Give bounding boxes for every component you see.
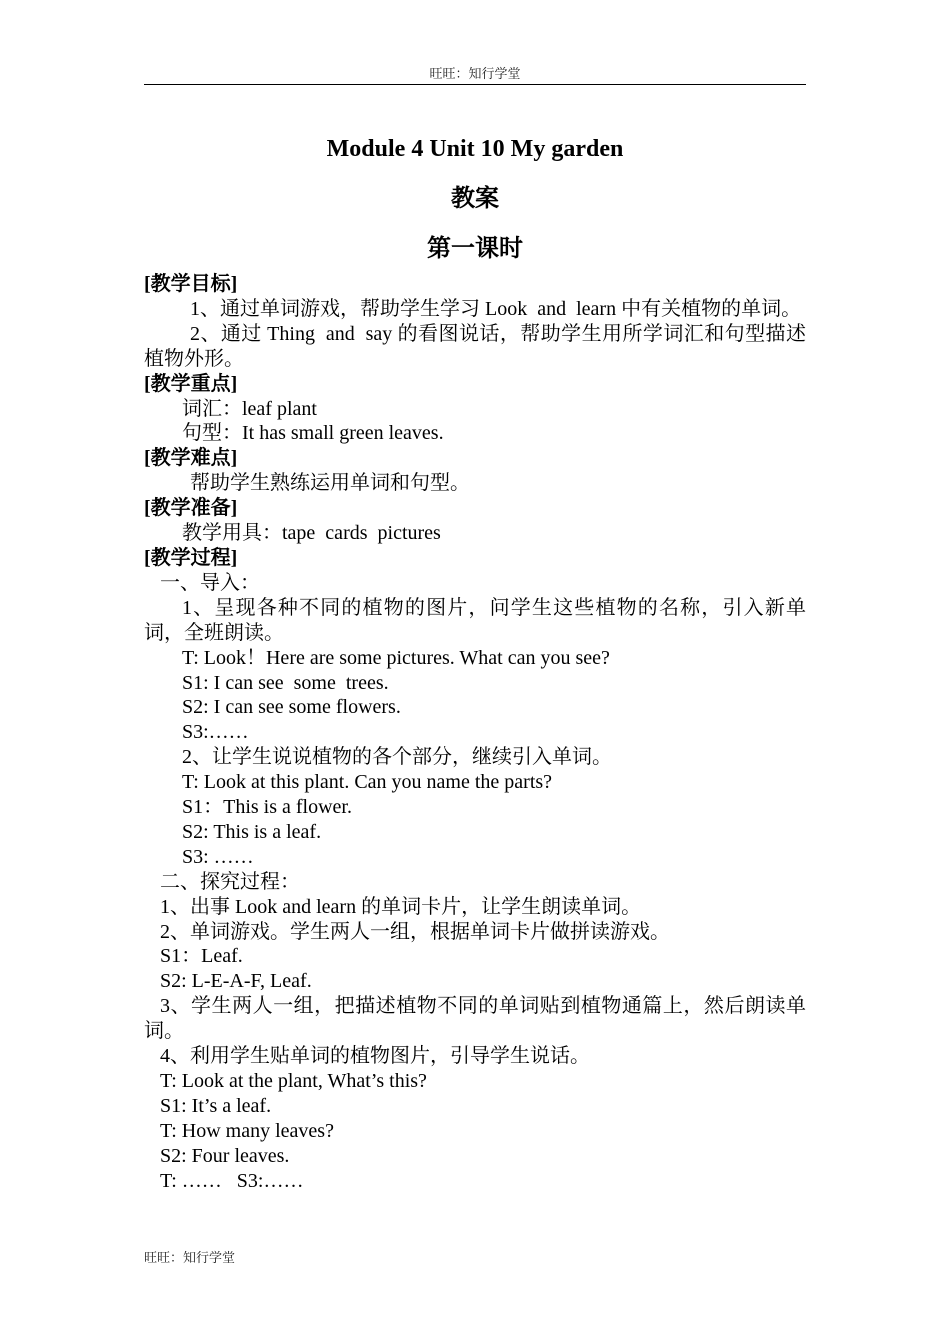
intro-paragraph-1: 1、呈现各种不同的植物的图片，问学生这些植物的名称，引入新单词，全班朗读。: [144, 596, 806, 644]
dialogue-line: T: How many leaves?: [160, 1119, 334, 1142]
dialogue-line: S1：This is a flower.: [182, 796, 352, 819]
dialogue-line: T: Look！Here are some pictures. What can you see?: [182, 646, 610, 669]
dialogue-line: S3: ……: [182, 845, 254, 868]
explore-step-3: 3、学生两人一组，把描述植物不同的单词贴到植物通篇上，然后朗读单词。: [144, 995, 806, 1043]
dialogue-line: S1: It’s a leaf.: [160, 1094, 272, 1117]
preparation-heading: [教学准备]: [144, 497, 238, 520]
dialogue-line: S1: I can see some trees.: [182, 671, 389, 694]
page-header: [144, 64, 806, 85]
dialogue-line: S2: Four leaves.: [160, 1144, 290, 1167]
explore-heading: 二、探究过程：: [160, 870, 300, 893]
key-points-pattern: 句型：It has small green leaves.: [182, 422, 444, 445]
dialogue-line: T: Look at this plant. Can you name the parts?: [182, 771, 553, 794]
dialogue-line: S2: L-E-A-F, Leaf.: [160, 970, 312, 993]
objective-1: 1、通过单词游戏，帮助学生学习 Look and learn 中有关植物的单词。: [190, 297, 802, 320]
page-footer: [144, 1248, 235, 1268]
objective-2: 2、通过 Thing and say 的看图说话，帮助学生用所学词汇和句型描述植物外形。: [144, 322, 806, 370]
intro-heading: 一、导入：: [160, 571, 260, 594]
preparation-text: 教学用具：tape cards pictures: [182, 522, 441, 545]
difficulties-text: 帮助学生熟练运用单词和句型。: [190, 472, 470, 495]
explore-step-2: 2、单词游戏。学生两人一组，根据单词卡片做拼读游戏。: [160, 920, 670, 943]
dialogue-line: S2: I can see some flowers.: [182, 696, 401, 719]
page-title: Module 4 Unit 10 My garden: [326, 136, 624, 162]
dialogue-line: S3:……: [182, 721, 249, 744]
document-body: [144, 272, 806, 1194]
dialogue-line: S2: This is a leaf.: [182, 820, 322, 843]
footer-text: 旺旺：知行学堂: [144, 1250, 236, 1265]
lesson-title: 第一课时: [427, 236, 523, 262]
intro-paragraph-2: 2、让学生说说植物的各个部分，继续引入单词。: [182, 746, 612, 769]
dialogue-line: T: Look at the plant, What’s this?: [160, 1070, 427, 1092]
process-heading: [教学过程]: [144, 546, 238, 569]
key-points-vocab: 词汇：leaf plant: [182, 397, 317, 420]
explore-step-1: 1、出事 Look and learn 的单词卡片，让学生朗读单词。: [160, 895, 642, 918]
dialogue-line: T: …… S3:……: [160, 1169, 304, 1192]
difficulties-heading: [教学难点]: [144, 447, 238, 470]
dialogue-line: S1：Leaf.: [160, 945, 243, 968]
explore-step-4: 4、利用学生贴单词的植物图片，引导学生说话。: [160, 1045, 590, 1068]
objectives-heading: [教学目标]: [144, 273, 238, 295]
header-text: 旺旺：知行学堂: [429, 66, 521, 81]
page-subtitle: 教案: [451, 186, 499, 212]
key-points-heading: [教学重点]: [144, 372, 238, 395]
